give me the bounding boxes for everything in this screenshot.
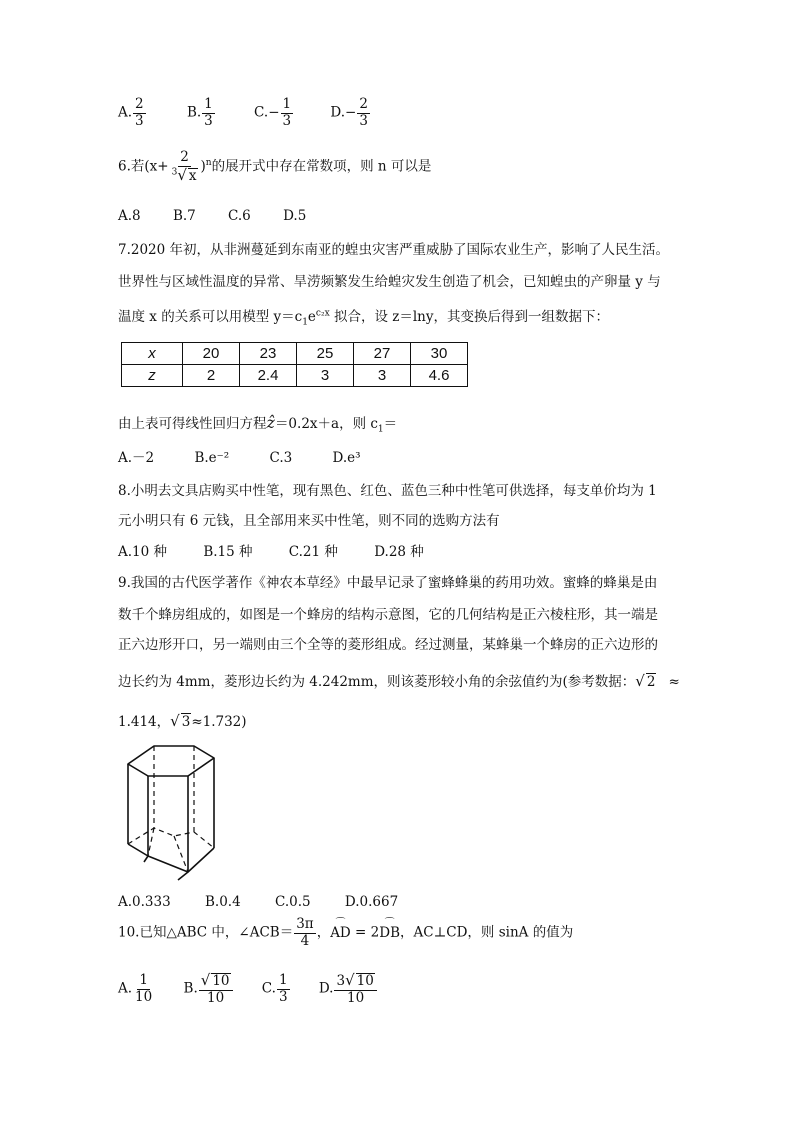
q7-line-4: 由上表可得线性回归方程ẑ＝0.2x＋a，则 $c_1=$ [118,413,398,435]
table-cell: 25 [297,343,354,365]
table-cell: 20 [183,343,240,365]
q6-option-d: D.5 [283,208,307,224]
q9-line-3: 正六边形开口，另一端则由三个全等的菱形组成。经过测量，某蜂巢一个蜂房的正六边形的 [118,637,658,653]
table-cell: 30 [411,343,468,365]
q9-option-a: A.0.333 [118,894,171,910]
q8-option-c: C.21 种 [288,544,338,560]
table-cell: 4.6 [411,365,468,387]
q10-option-b: B. $\frac{√ 10}{10}$ [184,972,234,1006]
q7-option-d: D.e³ [332,450,361,466]
q9-options [118,894,426,910]
q8-option-b: B.15 种 [203,544,253,560]
table-cell: 27 [354,343,411,365]
q8-line-2: 元小明只有 6 元钱，且全部用来买中性笔，则不同的选购方法有 [118,513,500,529]
q7-options [118,446,389,466]
q5-options [118,97,399,129]
table-cell: 3 [297,365,354,387]
edge [178,872,188,880]
table-cell: 2.4 [240,365,297,387]
q7-option-b: B.e⁻² [194,450,230,466]
q7-line-2: 世界性与区域性温度的异常、旱涝频繁发生给蝗灾发生创造了机会，已知蝗虫的产卵量 y 与 [118,274,661,290]
q9-option-b: B.0.4 [205,894,241,910]
q6-option-a: A.8 [118,208,141,224]
q10-options [118,972,406,1006]
q5-option-b: B. $\frac{1}{3}$ [186,96,213,129]
q5-option-a: A. $\frac{2}{3}$ [118,96,144,129]
q10-option-d: D. $\frac{3√ 10}{10}$ [319,972,378,1006]
q10-stem: 10.已知△ABC 中，∠ACB＝ $\frac{3\pi}{4}$ ，⌒ AD = 2⌒ DB，AC⊥CD，则 sinA 的值为 [118,917,573,949]
q9-option-c: C.0.5 [274,894,311,910]
q9-line-1: 9.我国的古代医学著作《神农本草经》中最早记录了蜜蜂蜂巢的药用功效。蜜蜂的蜂巢是由 [118,575,658,591]
q8-line-1: 8.小明去文具店购买中性笔，现有黑色、红色、蓝色三种中性笔可供选择，每支单价均为 1 [118,483,657,499]
q7-line-1: 7.2020 年初，从非洲蔓延到东南亚的蝗虫灾害严重威胁了国际农业生产，影响了人民生活。 [118,242,670,258]
q6-stem: 6.若(x+ $\frac{2}{^3√ x}$ )$^n$的展开式中存在常数项，则 n 可以是 [118,149,432,184]
q10-option-c: C. $\frac{1}{3}$ [261,972,288,1005]
q6-option-b: B.7 [172,208,196,224]
q9-line-5: 1.414，√ 3≈1.732) [118,712,247,730]
hidden-bottom-edge [128,828,214,848]
top-hexagon [128,746,214,776]
table-row-z [122,365,468,387]
q5-option-c: C.− $\frac{1}{3}$ [254,96,292,129]
q9-line-4: 边长约为 4mm，菱形边长约为 4.242mm，则该菱形较小角的余弦值约为(参考数据：√ 2 ≈ [118,672,680,690]
q7-line-3: 温度 x 的关系可以用模型 $y=c_1e^{c_2x}$ 拟合，设 z＝lny，其变换后得到一组数据下： [118,308,609,328]
vector-ad: ⌒ AD [330,925,351,941]
table-row-x [122,343,468,365]
q10-option-a: A. $\frac{1}{10}$ [118,972,153,1005]
q7-option-a: A.－2 [118,450,155,466]
q7-option-c: C.3 [269,450,293,466]
table-cell: 3 [354,365,411,387]
honeycomb-cell-figure [118,740,233,885]
bottom-edge [128,844,214,872]
table-cell: 23 [240,343,297,365]
q8-options [118,540,452,560]
q6-option-c: C.6 [228,208,251,224]
q5-option-d: D.− $\frac{2}{3}$ [330,96,368,129]
table-cell: 2 [183,365,240,387]
vector-db: ⌒ DB [379,925,400,941]
q8-option-d: D.28 种 [374,544,424,560]
table-header-x: x [122,343,183,365]
q9-line-2: 数千个蜂房组成的，如图是一个蜂房的结构示意图，它的几何结构是正六棱柱形，其一端是 [118,607,658,623]
edge [144,856,148,862]
q8-option-a: A.10 种 [118,544,168,560]
q7-data-table [121,342,468,387]
table-header-z: z [122,365,183,387]
q6-options [118,208,334,224]
hidden-edge [148,828,154,856]
q9-option-d: D.0.667 [344,894,399,910]
